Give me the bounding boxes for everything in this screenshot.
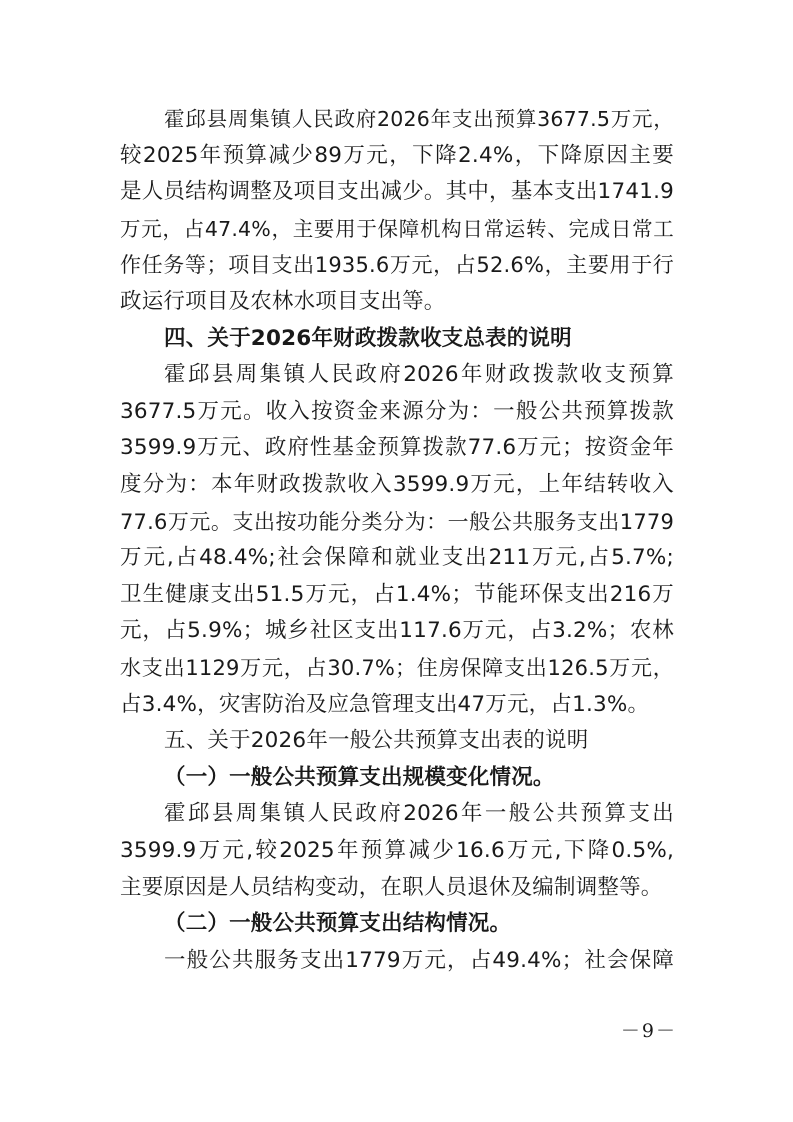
paragraph-line: 五、关于2026年一般公共预算支出表的说明 [164, 728, 589, 754]
paragraph-line: 作任务等；项目支出1935.6万元，占52.6%，主要用于行 [120, 253, 674, 278]
paragraph-line: 3599.9万元,较2025年预算减少16.6万元,下降0.5%, [120, 838, 674, 863]
paragraph-line: 3677.5万元。收入按资金来源分为：一般公共预算拨款 [120, 398, 674, 424]
paragraph-line: 元，占5.9%；城乡社区支出117.6万元，占3.2%；农林 [120, 618, 674, 644]
section-heading: （一）一般公共预算支出规模变化情况。 [164, 764, 555, 790]
paragraph-line: 主要原因是人员结构变动，在职人员退休及编制调整等。 [120, 874, 663, 900]
paragraph-line: 77.6万元。支出按功能分类分为：一般公共服务支出1779 [120, 509, 674, 534]
page-number: －9－ [620, 1020, 677, 1042]
section-heading: 四、关于2026年财政拨款收支总表的说明 [164, 325, 572, 351]
paragraph-line: 卫生健康支出51.5万元，占1.4%；节能环保支出216万 [120, 581, 674, 607]
paragraph-line: 一般公共服务支出1779万元，占49.4%；社会保障 [164, 947, 674, 973]
paragraph-line: 占3.4%，灾害防治及应急管理支出47万元，占1.3%。 [120, 691, 650, 717]
paragraph-line: 万元，占47.4%，主要用于保障机构日常运转、完成日常工 [120, 216, 674, 241]
paragraph-line: 度分为：本年财政拨款收入3599.9万元，上年结转收入 [120, 472, 674, 497]
section-heading: （二）一般公共预算支出结构情况。 [164, 911, 512, 937]
paragraph-line: 水支出1129万元，占30.7%；住房保障支出126.5万元， [120, 656, 674, 680]
paragraph-line: 霍邱县周集镇人民政府2026年财政拨款收支预算 [164, 362, 674, 388]
paragraph-line: 政运行项目及农林水项目支出等。 [120, 289, 446, 314]
paragraph-line: 较2025年预算减少89万元，下降2.4%，下降原因主要 [120, 142, 674, 168]
paragraph-line: 3599.9万元、政府性基金预算拨款77.6万元；按资金年 [120, 435, 674, 461]
paragraph-line: 是人员结构调整及项目支出减少。其中，基本支出1741.9 [120, 179, 674, 205]
paragraph-line: 霍邱县周集镇人民政府2026年支出预算3677.5万元， [164, 107, 674, 131]
paragraph-line: 霍邱县周集镇人民政府2026年一般公共预算支出 [164, 801, 674, 827]
paragraph-line: 万元,占48.4%;社会保障和就业支出211万元,占5.7%; [120, 545, 674, 571]
